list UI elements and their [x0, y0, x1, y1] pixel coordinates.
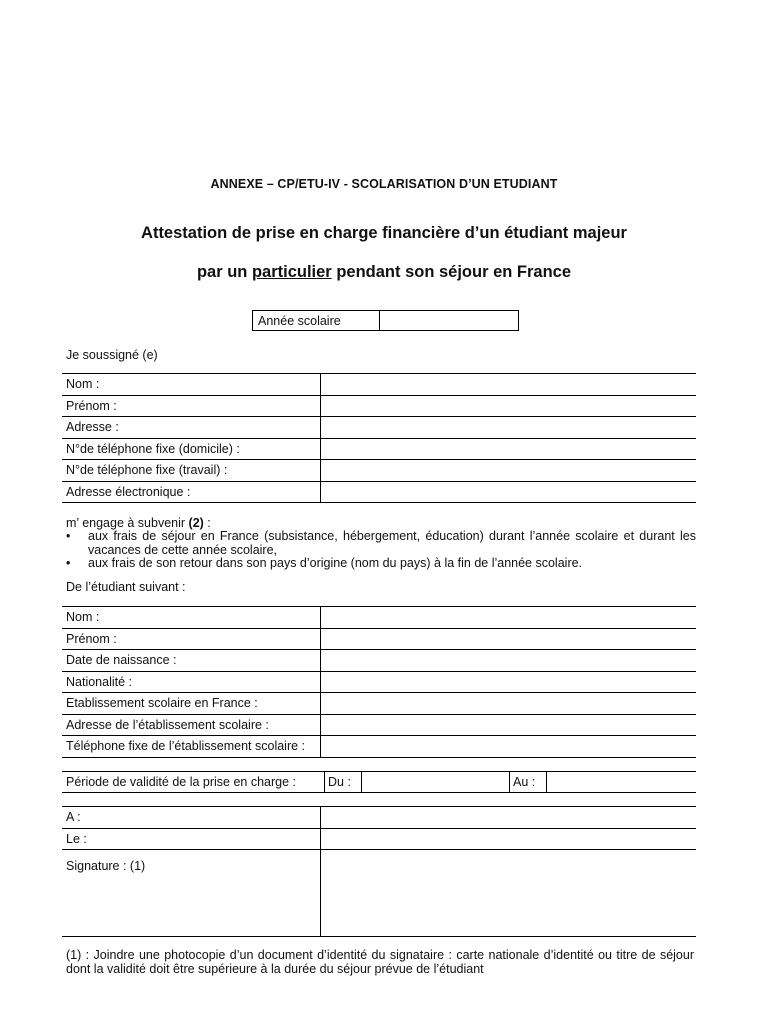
commitment-list [62, 530, 696, 571]
student-last-name-field[interactable] [320, 607, 696, 629]
student-birth-date-field[interactable] [320, 650, 696, 672]
student-first-name-field[interactable] [320, 628, 696, 650]
undersigned-label: Je soussigné (e) [66, 348, 158, 362]
table-row [62, 395, 696, 417]
sponsor-home-phone-field[interactable] [320, 438, 696, 460]
table-row [62, 850, 696, 937]
document-title-line-2 [0, 263, 768, 282]
student-last-name-label: Nom : [62, 607, 320, 629]
table-row [62, 714, 696, 736]
signature-label: Signature : (1) [62, 850, 320, 937]
table-row [62, 671, 696, 693]
student-school-address-label: Adresse de l’établissement scolaire : [62, 714, 320, 736]
table-row [62, 650, 696, 672]
table-row [62, 628, 696, 650]
sponsor-table [62, 373, 696, 503]
table-row [62, 828, 696, 850]
sponsor-address-label: Adresse : [62, 417, 320, 439]
student-birth-date-label: Date de naissance : [62, 650, 320, 672]
sponsor-email-field[interactable] [320, 481, 696, 503]
place-label: A : [62, 807, 320, 829]
table-row [62, 438, 696, 460]
student-intro: De l’étudiant suivant : [66, 580, 186, 594]
period-from-field[interactable] [361, 772, 509, 792]
sponsor-address-field[interactable] [320, 417, 696, 439]
sponsor-last-name-field[interactable] [320, 374, 696, 396]
table-row [62, 607, 696, 629]
table-row [62, 481, 696, 503]
list-item [62, 557, 696, 571]
student-school-phone-field[interactable] [320, 736, 696, 758]
school-year-field[interactable] [380, 311, 518, 330]
sponsor-last-name-label: Nom : [62, 374, 320, 396]
student-school-phone-label: Téléphone fixe de l’établissement scolaire : [62, 736, 320, 758]
table-row [62, 460, 696, 482]
student-nationality-label: Nationalité : [62, 671, 320, 693]
date-label: Le : [62, 828, 320, 850]
validity-period-row [62, 771, 696, 793]
bullet-icon: • [66, 556, 71, 570]
period-to-field[interactable] [546, 772, 696, 792]
bullet-icon: • [66, 529, 71, 543]
title-part-post: pendant son séjour en France [331, 263, 572, 281]
table-row [62, 736, 696, 758]
document-title-line-1: Attestation de prise en charge financière d’un étudiant majeur [141, 224, 627, 242]
title-part-underlined: particulier [251, 263, 332, 281]
title-part-pre: par un [196, 263, 252, 281]
table-row [62, 417, 696, 439]
school-year-box [252, 310, 519, 331]
commitment-intro-colon: : [203, 516, 211, 530]
student-school-label: Etablissement scolaire en France : [62, 693, 320, 715]
sponsor-email-label: Adresse électronique : [62, 481, 320, 503]
student-school-address-field[interactable] [320, 714, 696, 736]
sponsor-work-phone-label: N°de téléphone fixe (travail) : [62, 460, 320, 482]
student-nationality-field[interactable] [320, 671, 696, 693]
commitment-intro [66, 516, 211, 530]
signature-field[interactable] [320, 850, 696, 937]
commitment-footnote-ref: (2) [188, 516, 204, 530]
footnote: (1) : Joindre une photocopie d’un document d’identité du signataire : carte nationale d’identité ou titre de séjour dont la validité doit être supérieure à la durée du séjour prévue de l’étudiant [66, 948, 694, 976]
commitment-item-text: aux frais de séjour en France (subsistance, hébergement, éducation) durant l’année scolaire et durant les vacances de cette année scolaire, [88, 529, 696, 557]
sponsor-first-name-field[interactable] [320, 395, 696, 417]
sponsor-home-phone-label: N°de téléphone fixe (domicile) : [62, 438, 320, 460]
sponsor-first-name-label: Prénom : [62, 395, 320, 417]
annex-title: ANNEXE – CP/ETU-IV - SCOLARISATION D’UN ETUDIANT [210, 177, 558, 191]
date-field[interactable] [320, 828, 696, 850]
period-from-label: Du : [328, 775, 351, 789]
table-row [62, 374, 696, 396]
student-school-field[interactable] [320, 693, 696, 715]
student-table [62, 606, 696, 758]
student-first-name-label: Prénom : [62, 628, 320, 650]
commitment-intro-text: m’ engage à subvenir [66, 516, 189, 530]
place-field[interactable] [320, 807, 696, 829]
period-to-label: Au : [513, 775, 536, 789]
sponsor-work-phone-field[interactable] [320, 460, 696, 482]
list-item [62, 530, 696, 557]
table-row [62, 807, 696, 829]
commitment-item-text: aux frais de son retour dans son pays d’origine (nom du pays) à la fin de l’année scolaire. [88, 556, 583, 570]
school-year-label: Année scolaire [253, 311, 380, 330]
validity-period-label: Période de validité de la prise en charge : [66, 775, 297, 789]
table-row [62, 693, 696, 715]
signature-table [62, 806, 696, 937]
